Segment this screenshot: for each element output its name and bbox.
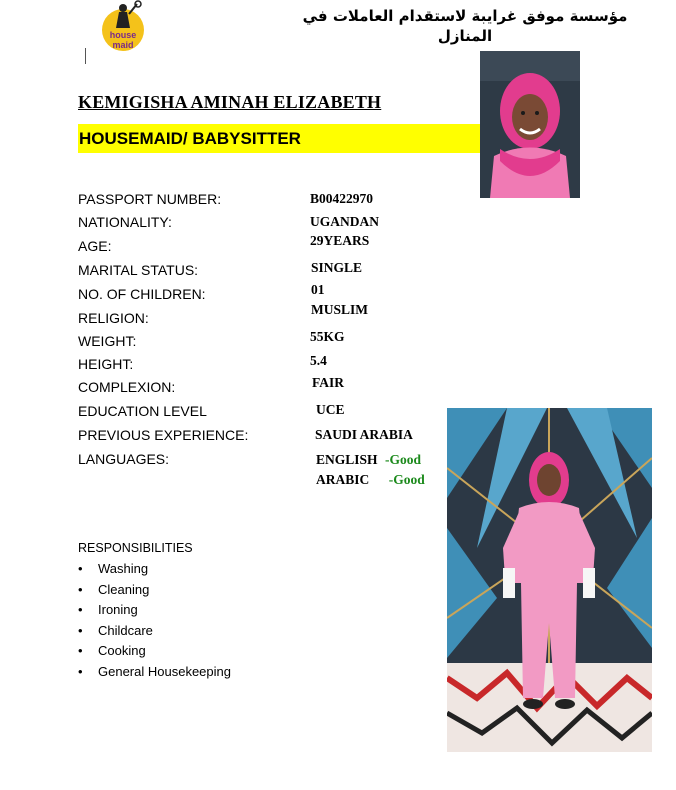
- label-number-of-children: NO. OF CHILDREN:: [78, 286, 206, 302]
- housemaid-logo-graphic: [100, 0, 146, 58]
- label-previous-experience: PREVIOUS EXPERIENCE:: [78, 427, 249, 443]
- bullet: •: [78, 581, 83, 597]
- responsibility-text: Cleaning: [98, 581, 150, 597]
- responsibility-text: Cooking: [98, 643, 146, 658]
- candidate-position: HOUSEMAID/ BABYSITTER: [79, 129, 301, 148]
- list-item: [78, 643, 231, 664]
- label-weight: WEIGHT:: [78, 333, 137, 349]
- arabic-title-line1: مؤسسة موفق غرايبة لاستقدام العاملات في: [302, 7, 628, 25]
- header-divider: [85, 48, 86, 64]
- value-religion: MUSLIM: [311, 302, 368, 317]
- label-religion: RELIGION:: [78, 310, 149, 326]
- label-height: HEIGHT:: [78, 356, 134, 372]
- responsibility-text: Childcare: [98, 622, 153, 638]
- list-item: [78, 664, 231, 685]
- value-previous-experience: SAUDI ARABIA: [315, 427, 413, 442]
- label-complexion: COMPLEXION:: [78, 379, 176, 395]
- bullet: •: [78, 602, 83, 617]
- language-level: -Good: [384, 452, 421, 467]
- value-number-of-children: 01: [311, 282, 325, 297]
- bullet: •: [78, 643, 83, 658]
- logo-text-top: house: [109, 30, 137, 40]
- portrait-photo: [480, 51, 580, 198]
- candidate-name: KEMIGISHA AMINAH ELIZABETH: [78, 92, 382, 112]
- list-item: [78, 582, 231, 603]
- value-height: 5.4: [310, 353, 327, 368]
- label-education-level: EDUCATION LEVEL: [78, 403, 207, 419]
- arabic-title-line2: المنازل: [437, 27, 493, 45]
- value-marital-status: SINGLE: [311, 260, 363, 275]
- value-passport-number: B00422970: [310, 191, 374, 206]
- full-body-photo: [447, 408, 652, 752]
- responsibility-text: Washing: [98, 561, 149, 576]
- label-languages: LANGUAGES:: [78, 451, 170, 467]
- company-logo: [100, 0, 146, 58]
- language-name: ENGLISH: [316, 452, 378, 467]
- responsibility-text: Ironing: [98, 602, 138, 617]
- value-nationality: UGANDAN: [310, 214, 379, 229]
- language-level: -Good: [388, 472, 425, 487]
- logo-text-bottom: maid: [112, 40, 134, 50]
- language-name: ARABIC: [316, 472, 370, 487]
- languages-list: [316, 451, 425, 491]
- value-complexion: FAIR: [312, 375, 344, 390]
- list-item: [78, 602, 231, 623]
- label-age: AGE:: [78, 238, 112, 254]
- bullet: •: [78, 663, 83, 679]
- responsibilities-heading: RESPONSIBILITIES: [78, 541, 193, 555]
- bullet: •: [78, 561, 83, 576]
- value-weight: 55KG: [310, 329, 345, 344]
- label-passport-number: PASSPORT NUMBER:: [78, 191, 222, 207]
- label-nationality: NATIONALITY:: [78, 214, 172, 230]
- agency-arabic-title: [300, 6, 630, 46]
- label-marital-status: MARITAL STATUS:: [78, 262, 199, 278]
- value-education-level: UCE: [316, 402, 345, 417]
- responsibility-text: General Housekeeping: [98, 663, 231, 679]
- list-item: [78, 561, 231, 582]
- bullet: •: [78, 622, 83, 638]
- list-item: [78, 623, 231, 644]
- responsibilities-list: [78, 561, 231, 684]
- value-age: 29YEARS: [310, 233, 370, 248]
